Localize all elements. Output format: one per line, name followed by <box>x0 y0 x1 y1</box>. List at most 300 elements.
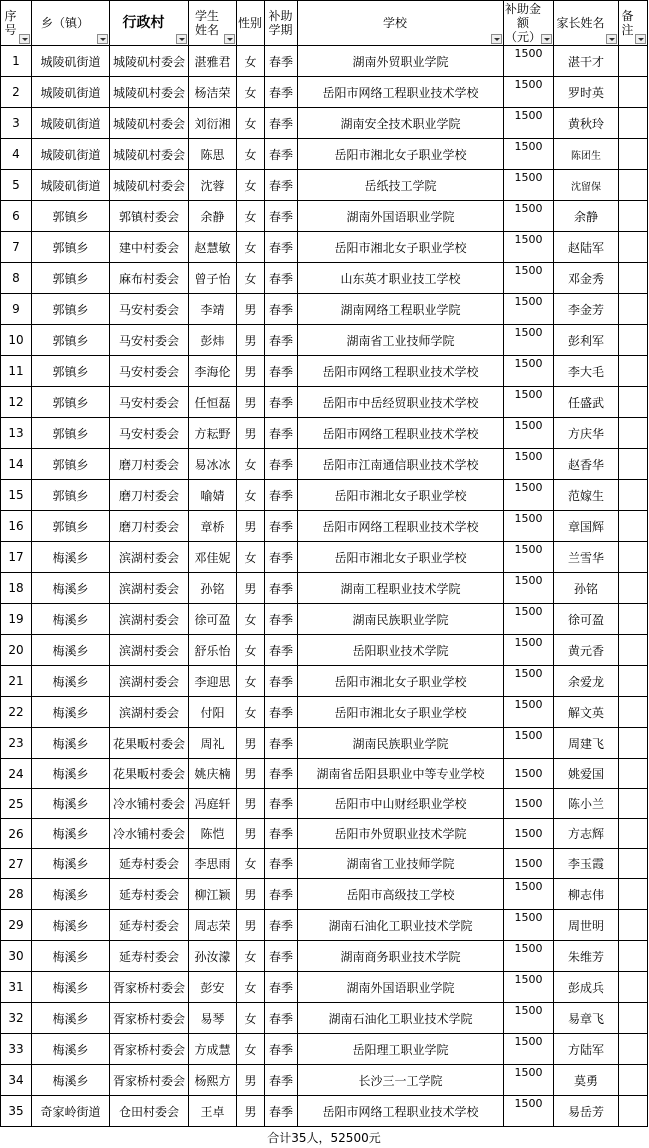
cell-seq: 12 <box>1 387 32 418</box>
cell-note <box>619 77 648 108</box>
cell-note <box>619 108 648 139</box>
cell-note <box>619 1003 648 1034</box>
cell-parent: 李金芳 <box>554 294 619 325</box>
cell-seq: 15 <box>1 480 32 511</box>
cell-amount: 1500 <box>504 511 554 542</box>
total-row <box>1 1127 648 1148</box>
col-header-town <box>32 1 110 46</box>
table-row <box>1 511 648 542</box>
cell-student: 杨熙方 <box>189 1065 237 1096</box>
cell-seq: 14 <box>1 449 32 480</box>
cell-parent: 沈留保 <box>554 170 619 201</box>
cell-amount: 1500 <box>504 1034 554 1065</box>
cell-gender: 女 <box>237 849 265 879</box>
cell-seq: 4 <box>1 139 32 170</box>
cell-student: 陈恺 <box>189 819 237 849</box>
col-header-student <box>189 1 237 46</box>
cell-village: 马安村委会 <box>110 418 189 449</box>
total-summary: 合计35人，52500元 <box>1 1127 648 1148</box>
cell-amount: 1500 <box>504 418 554 449</box>
cell-amount: 1500 <box>504 635 554 666</box>
cell-town: 梅溪乡 <box>32 666 110 697</box>
cell-school: 岳阳市湘北女子职业学校 <box>298 666 504 697</box>
cell-town: 郭镇乡 <box>32 356 110 387</box>
cell-school: 岳阳市网络工程职业技术学校 <box>298 77 504 108</box>
cell-seq: 5 <box>1 170 32 201</box>
cell-village: 冷水铺村委会 <box>110 819 189 849</box>
cell-village: 城陵矶村委会 <box>110 108 189 139</box>
cell-town: 郭镇乡 <box>32 232 110 263</box>
cell-term: 春季 <box>265 542 298 573</box>
cell-school: 岳阳市湘北女子职业学校 <box>298 139 504 170</box>
cell-student: 方耘野 <box>189 418 237 449</box>
cell-student: 章桥 <box>189 511 237 542</box>
cell-student: 李思雨 <box>189 849 237 879</box>
filter-dropdown-icon[interactable] <box>176 34 187 44</box>
cell-parent: 范嫁生 <box>554 480 619 511</box>
cell-amount: 1500 <box>504 480 554 511</box>
cell-seq: 24 <box>1 759 32 789</box>
cell-note <box>619 1096 648 1127</box>
cell-town: 郭镇乡 <box>32 449 110 480</box>
cell-seq: 27 <box>1 849 32 879</box>
table-row <box>1 910 648 941</box>
cell-gender: 男 <box>237 759 265 789</box>
cell-town: 梅溪乡 <box>32 1003 110 1034</box>
table-row <box>1 759 648 789</box>
cell-village: 胥家桥村委会 <box>110 972 189 1003</box>
cell-student: 孙铭 <box>189 573 237 604</box>
cell-town: 城陵矶街道 <box>32 170 110 201</box>
cell-school: 岳阳职业技术学院 <box>298 635 504 666</box>
cell-seq: 35 <box>1 1096 32 1127</box>
cell-school: 岳纸技工学院 <box>298 170 504 201</box>
cell-gender: 女 <box>237 108 265 139</box>
cell-amount: 1500 <box>504 77 554 108</box>
cell-gender: 女 <box>237 77 265 108</box>
cell-school: 湖南省工业技师学院 <box>298 849 504 879</box>
cell-town: 梅溪乡 <box>32 1065 110 1096</box>
cell-school: 湖南外国语职业学院 <box>298 201 504 232</box>
cell-town: 梅溪乡 <box>32 972 110 1003</box>
table-row <box>1 294 648 325</box>
cell-student: 李海伦 <box>189 356 237 387</box>
cell-amount: 1500 <box>504 789 554 819</box>
cell-parent: 彭成兵 <box>554 972 619 1003</box>
cell-amount: 1500 <box>504 263 554 294</box>
cell-term: 春季 <box>265 1065 298 1096</box>
cell-gender: 女 <box>237 232 265 263</box>
cell-amount: 1500 <box>504 201 554 232</box>
cell-gender: 女 <box>237 542 265 573</box>
cell-seq: 23 <box>1 728 32 759</box>
cell-school: 岳阳理工职业学院 <box>298 1034 504 1065</box>
cell-seq: 16 <box>1 511 32 542</box>
cell-amount: 1500 <box>504 387 554 418</box>
cell-parent: 周建飞 <box>554 728 619 759</box>
table-row <box>1 77 648 108</box>
cell-amount: 1500 <box>504 819 554 849</box>
cell-village: 马安村委会 <box>110 356 189 387</box>
cell-amount: 1500 <box>504 1003 554 1034</box>
cell-amount: 1500 <box>504 941 554 972</box>
cell-village: 胥家桥村委会 <box>110 1065 189 1096</box>
cell-seq: 26 <box>1 819 32 849</box>
cell-town: 梅溪乡 <box>32 635 110 666</box>
cell-village: 延寿村委会 <box>110 879 189 910</box>
cell-school: 岳阳市网络工程职业技术学校 <box>298 356 504 387</box>
cell-note <box>619 759 648 789</box>
cell-school: 湖南商务职业技术学院 <box>298 941 504 972</box>
table-row <box>1 604 648 635</box>
cell-student: 湛雅君 <box>189 46 237 77</box>
col-header-seq-label: 序号 <box>1 9 31 37</box>
col-header-seq <box>1 1 32 46</box>
cell-student: 喻婧 <box>189 480 237 511</box>
cell-amount: 1500 <box>504 879 554 910</box>
cell-town: 梅溪乡 <box>32 697 110 728</box>
cell-note <box>619 789 648 819</box>
cell-note <box>619 449 648 480</box>
cell-note <box>619 1065 648 1096</box>
cell-school: 岳阳市网络工程职业技术学校 <box>298 1096 504 1127</box>
cell-parent: 方志辉 <box>554 819 619 849</box>
cell-parent: 湛干才 <box>554 46 619 77</box>
cell-term: 春季 <box>265 910 298 941</box>
col-header-gender <box>237 1 265 46</box>
cell-village: 滨湖村委会 <box>110 542 189 573</box>
cell-amount: 1500 <box>504 232 554 263</box>
cell-town: 梅溪乡 <box>32 728 110 759</box>
table-row <box>1 108 648 139</box>
cell-student: 任恒磊 <box>189 387 237 418</box>
cell-amount: 1500 <box>504 356 554 387</box>
cell-gender: 男 <box>237 819 265 849</box>
cell-seq: 10 <box>1 325 32 356</box>
cell-seq: 33 <box>1 1034 32 1065</box>
cell-term: 春季 <box>265 139 298 170</box>
cell-term: 春季 <box>265 387 298 418</box>
cell-town: 郭镇乡 <box>32 325 110 356</box>
cell-seq: 6 <box>1 201 32 232</box>
cell-parent: 柳志伟 <box>554 879 619 910</box>
cell-seq: 3 <box>1 108 32 139</box>
cell-term: 春季 <box>265 46 298 77</box>
cell-term: 春季 <box>265 941 298 972</box>
cell-term: 春季 <box>265 972 298 1003</box>
cell-note <box>619 879 648 910</box>
cell-school: 岳阳市湘北女子职业学校 <box>298 697 504 728</box>
col-header-term-label: 补助学期 <box>265 9 297 37</box>
cell-school: 湖南省岳阳县职业中等专业学校 <box>298 759 504 789</box>
cell-gender: 男 <box>237 325 265 356</box>
cell-note <box>619 418 648 449</box>
cell-note <box>619 139 648 170</box>
cell-town: 城陵矶街道 <box>32 77 110 108</box>
cell-parent: 兰雪华 <box>554 542 619 573</box>
cell-gender: 男 <box>237 511 265 542</box>
cell-village: 磨刀村委会 <box>110 449 189 480</box>
table-row <box>1 879 648 910</box>
cell-gender: 男 <box>237 879 265 910</box>
cell-parent: 方陆军 <box>554 1034 619 1065</box>
cell-amount: 1500 <box>504 759 554 789</box>
cell-school: 岳阳市网络工程职业技术学校 <box>298 511 504 542</box>
col-header-amount <box>504 1 554 46</box>
cell-amount: 1500 <box>504 972 554 1003</box>
cell-town: 城陵矶街道 <box>32 108 110 139</box>
cell-village: 建中村委会 <box>110 232 189 263</box>
cell-parent: 李大毛 <box>554 356 619 387</box>
table-row <box>1 573 648 604</box>
cell-note <box>619 910 648 941</box>
cell-note <box>619 480 648 511</box>
cell-parent: 周世明 <box>554 910 619 941</box>
cell-note <box>619 263 648 294</box>
cell-gender: 女 <box>237 449 265 480</box>
cell-amount: 1500 <box>504 139 554 170</box>
cell-student: 赵慧敏 <box>189 232 237 263</box>
cell-school: 湖南省工业技师学院 <box>298 325 504 356</box>
cell-term: 春季 <box>265 1003 298 1034</box>
cell-town: 梅溪乡 <box>32 573 110 604</box>
cell-student: 徐可盈 <box>189 604 237 635</box>
cell-term: 春季 <box>265 77 298 108</box>
table-row <box>1 1003 648 1034</box>
cell-gender: 女 <box>237 604 265 635</box>
cell-parent: 余爱龙 <box>554 666 619 697</box>
cell-student: 邓佳妮 <box>189 542 237 573</box>
cell-parent: 徐可盈 <box>554 604 619 635</box>
cell-term: 春季 <box>265 604 298 635</box>
cell-term: 春季 <box>265 449 298 480</box>
cell-village: 城陵矶村委会 <box>110 77 189 108</box>
cell-student: 舒乐怡 <box>189 635 237 666</box>
cell-student: 沈蓉 <box>189 170 237 201</box>
cell-seq: 31 <box>1 972 32 1003</box>
cell-village: 滨湖村委会 <box>110 697 189 728</box>
cell-note <box>619 170 648 201</box>
filter-dropdown-icon[interactable] <box>224 34 235 44</box>
cell-note <box>619 201 648 232</box>
cell-student: 易琴 <box>189 1003 237 1034</box>
cell-gender: 女 <box>237 941 265 972</box>
cell-school: 岳阳市江南通信职业技术学校 <box>298 449 504 480</box>
table-row <box>1 325 648 356</box>
cell-gender: 男 <box>237 789 265 819</box>
cell-note <box>619 325 648 356</box>
cell-seq: 25 <box>1 789 32 819</box>
header-row <box>1 1 648 46</box>
cell-note <box>619 697 648 728</box>
cell-amount: 1500 <box>504 542 554 573</box>
cell-gender: 女 <box>237 666 265 697</box>
table-row <box>1 418 648 449</box>
cell-school: 湖南外贸职业学院 <box>298 46 504 77</box>
cell-seq: 18 <box>1 573 32 604</box>
cell-term: 春季 <box>265 325 298 356</box>
cell-note <box>619 666 648 697</box>
cell-gender: 女 <box>237 170 265 201</box>
col-header-school <box>298 1 504 46</box>
filter-dropdown-icon[interactable] <box>97 34 108 44</box>
cell-school: 湖南安全技术职业学院 <box>298 108 504 139</box>
cell-amount: 1500 <box>504 728 554 759</box>
cell-term: 春季 <box>265 759 298 789</box>
cell-village: 延寿村委会 <box>110 849 189 879</box>
cell-amount: 1500 <box>504 170 554 201</box>
cell-village: 郭镇村委会 <box>110 201 189 232</box>
cell-village: 滨湖村委会 <box>110 604 189 635</box>
cell-student: 周礼 <box>189 728 237 759</box>
cell-town: 郭镇乡 <box>32 294 110 325</box>
cell-term: 春季 <box>265 511 298 542</box>
col-header-village <box>110 1 189 46</box>
cell-town: 梅溪乡 <box>32 789 110 819</box>
cell-term: 春季 <box>265 480 298 511</box>
cell-school: 岳阳市湘北女子职业学校 <box>298 480 504 511</box>
cell-village: 胥家桥村委会 <box>110 1034 189 1065</box>
cell-school: 湖南网络工程职业学院 <box>298 294 504 325</box>
cell-term: 春季 <box>265 635 298 666</box>
col-header-student-label: 学生姓名 <box>189 9 236 37</box>
cell-parent: 章国辉 <box>554 511 619 542</box>
cell-note <box>619 46 648 77</box>
cell-school: 岳阳市外贸职业技术学院 <box>298 819 504 849</box>
cell-parent: 余静 <box>554 201 619 232</box>
cell-term: 春季 <box>265 108 298 139</box>
cell-note <box>619 356 648 387</box>
cell-parent: 任盛武 <box>554 387 619 418</box>
cell-note <box>619 511 648 542</box>
cell-town: 梅溪乡 <box>32 542 110 573</box>
cell-note <box>619 1034 648 1065</box>
cell-school: 湖南工程职业技术学院 <box>298 573 504 604</box>
table-row <box>1 139 648 170</box>
col-header-parent <box>554 1 619 46</box>
cell-gender: 女 <box>237 635 265 666</box>
filter-dropdown-icon[interactable] <box>606 34 617 44</box>
cell-amount: 1500 <box>504 604 554 635</box>
cell-note <box>619 819 648 849</box>
cell-parent: 陈团生 <box>554 139 619 170</box>
filter-dropdown-icon[interactable] <box>491 34 502 44</box>
filter-dropdown-icon[interactable] <box>541 34 552 44</box>
cell-village: 滨湖村委会 <box>110 573 189 604</box>
table-row <box>1 1096 648 1127</box>
cell-gender: 男 <box>237 418 265 449</box>
cell-village: 城陵矶村委会 <box>110 46 189 77</box>
cell-parent: 易岳芳 <box>554 1096 619 1127</box>
cell-term: 春季 <box>265 1096 298 1127</box>
cell-town: 梅溪乡 <box>32 849 110 879</box>
cell-seq: 30 <box>1 941 32 972</box>
cell-amount: 1500 <box>504 666 554 697</box>
cell-school: 岳阳市湘北女子职业学校 <box>298 232 504 263</box>
cell-gender: 男 <box>237 1096 265 1127</box>
cell-town: 郭镇乡 <box>32 201 110 232</box>
cell-school: 湖南民族职业学院 <box>298 728 504 759</box>
cell-school: 长沙三一工学院 <box>298 1065 504 1096</box>
cell-student: 余静 <box>189 201 237 232</box>
cell-town: 郭镇乡 <box>32 511 110 542</box>
table-row <box>1 232 648 263</box>
cell-seq: 17 <box>1 542 32 573</box>
cell-town: 城陵矶街道 <box>32 46 110 77</box>
cell-gender: 男 <box>237 910 265 941</box>
cell-village: 胥家桥村委会 <box>110 1003 189 1034</box>
cell-term: 春季 <box>265 728 298 759</box>
cell-parent: 解文英 <box>554 697 619 728</box>
cell-note <box>619 604 648 635</box>
cell-term: 春季 <box>265 666 298 697</box>
cell-student: 李迎思 <box>189 666 237 697</box>
col-header-village-label: 行政村 <box>110 16 188 30</box>
cell-student: 陈思 <box>189 139 237 170</box>
cell-student: 李靖 <box>189 294 237 325</box>
cell-seq: 13 <box>1 418 32 449</box>
cell-parent: 孙铭 <box>554 573 619 604</box>
cell-village: 马安村委会 <box>110 294 189 325</box>
table-row <box>1 697 648 728</box>
cell-note <box>619 972 648 1003</box>
cell-town: 郭镇乡 <box>32 387 110 418</box>
cell-seq: 2 <box>1 77 32 108</box>
cell-gender: 男 <box>237 294 265 325</box>
cell-gender: 女 <box>237 1034 265 1065</box>
cell-note <box>619 941 648 972</box>
cell-parent: 李玉霞 <box>554 849 619 879</box>
cell-amount: 1500 <box>504 697 554 728</box>
table-row <box>1 201 648 232</box>
cell-note <box>619 387 648 418</box>
cell-amount: 1500 <box>504 294 554 325</box>
cell-note <box>619 728 648 759</box>
cell-student: 孙汝濛 <box>189 941 237 972</box>
cell-seq: 29 <box>1 910 32 941</box>
cell-town: 梅溪乡 <box>32 759 110 789</box>
filter-dropdown-icon[interactable] <box>19 34 30 44</box>
cell-parent: 姚爱国 <box>554 759 619 789</box>
cell-gender: 男 <box>237 1065 265 1096</box>
cell-gender: 男 <box>237 387 265 418</box>
cell-town: 郭镇乡 <box>32 263 110 294</box>
cell-village: 磨刀村委会 <box>110 511 189 542</box>
cell-term: 春季 <box>265 294 298 325</box>
cell-parent: 邓金秀 <box>554 263 619 294</box>
cell-gender: 男 <box>237 728 265 759</box>
table-row <box>1 1034 648 1065</box>
cell-student: 杨洁荣 <box>189 77 237 108</box>
cell-note <box>619 635 648 666</box>
table-row <box>1 941 648 972</box>
filter-dropdown-icon[interactable] <box>635 34 646 44</box>
table-row <box>1 170 648 201</box>
cell-parent: 赵香华 <box>554 449 619 480</box>
cell-student: 王卓 <box>189 1096 237 1127</box>
cell-village: 城陵矶村委会 <box>110 170 189 201</box>
cell-amount: 1500 <box>504 1065 554 1096</box>
cell-town: 梅溪乡 <box>32 941 110 972</box>
cell-student: 柳江颖 <box>189 879 237 910</box>
cell-town: 梅溪乡 <box>32 819 110 849</box>
cell-gender: 女 <box>237 201 265 232</box>
cell-amount: 1500 <box>504 1096 554 1127</box>
cell-gender: 女 <box>237 139 265 170</box>
table-row <box>1 728 648 759</box>
col-header-note <box>619 1 648 46</box>
cell-student: 付阳 <box>189 697 237 728</box>
